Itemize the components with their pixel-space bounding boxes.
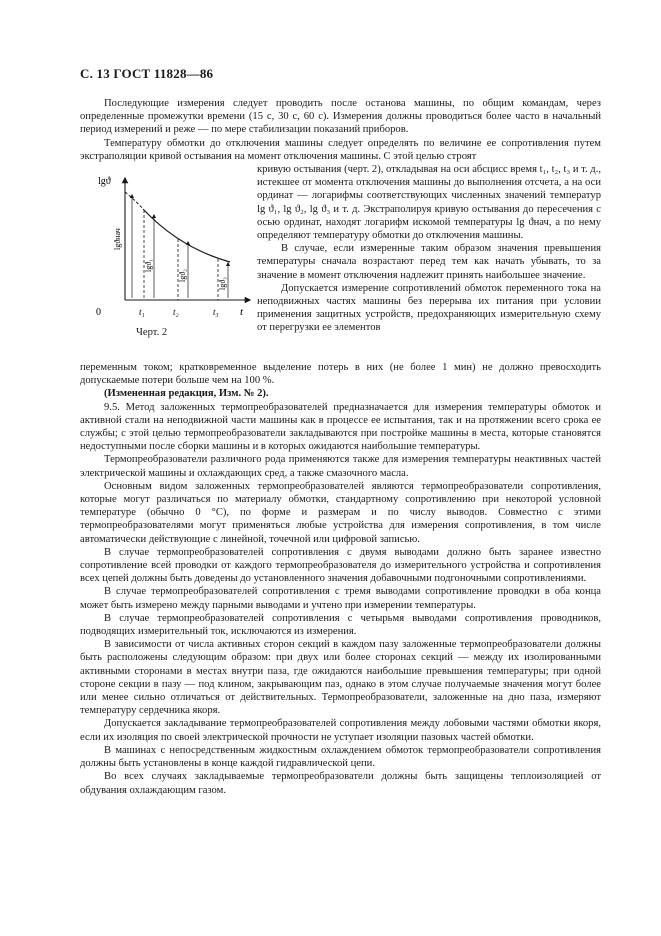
paragraph-text: Допускается измерение сопротивлений обмоток переменного тока на неподвижных частях машины без перерыва их питания при условии применения защитных устройств, предохраняющих измерительную схему от перегрузки ее элементов [257, 282, 601, 334]
paragraph-text: В случае термопреобразователей сопротивления с тремя выводами сопротивление проводки в оба конца может быть измерено между парными выводами и учтено при измерении температуры. [80, 586, 601, 611]
paragraph-text: 9.5. Метод заложенных термопреобразователей предназначается для измерения температуры обмоток и активной стали на неподвижной части машины как в процессе ее испытания, так и на протяжении всего срока ее службы; с этой целью термопреобразователи закладываются при постройке машины в места, которые становятся недоступными после сборки машины и в которых ожидаются наибольшие температуры. [80, 401, 601, 453]
paragraph-text: Допускается закладывание термопреобразователей сопротивления между лобовыми частями обмотки якоря, если их изоляция по своей электрической прочности не уступает изоляции пазовых частей обмотки. [80, 718, 601, 743]
paragraph-text: В случае, если измеренные таким образом значения превышения температуры сначала возрастают перед тем как начать убывать, то за значение в момент отключения надлежит принять наибольшее значение. [257, 243, 601, 281]
x-tick-label: t₂ [173, 307, 179, 317]
paragraph-text: Основным видом заложенных термопреобразователей являются термопреобразователи сопротивления, которые могут различаться по материалу обмотки, стандартному сопротивлению при некоторой условной температуре (обычно 0 °С), по форме и размерам и по числу выводов. Совместно с этими термопреобразователями могут применяться любые устройства для измерения сопротивления, в том числе автоматически действующие с линейной, точечной или цифровой записью. [80, 480, 601, 545]
paragraph-measurements [80, 97, 601, 163]
paragraph-text: Термопреобразователи различного рода применяются также для измерения температуры неактивных частей электрической машины и охлаждающих сред, а также смазочного масла. [80, 454, 601, 479]
cooling-curve [144, 210, 230, 262]
paragraph-text: Во всех случаях закладываемые термопреобразователи должны быть защищены теплоизоляцией от обдувания охлаждающим газом. [80, 771, 601, 796]
paragraph-text: Температуру обмотки до отключения машины следует определять по величине ее сопротивления путем экстраполяции кривой остывания на момент отключения машины. С этой целью строят [80, 137, 601, 162]
paragraph-text: В случае термопреобразователей сопротивления с двумя выводами должно быть заранее известно сопротивление всей проводки от каждого термопреобразователя до измерительного устройства и сопротивления всех цепей должны быть доведены до установленного значения добавочными подгоночными сопротивлениями. [80, 546, 601, 585]
x-axis-label: t [240, 306, 244, 318]
paragraph-text: В случае термопреобразователей сопротивления с четырьмя выводами сопротивления проводников, подводящих измерительный ток, исключаются из измерения. [80, 612, 601, 638]
paragraph-text: Последующие измерения следует проводить после останова машины, по общим командам, через определенные промежутки времени (15 с, 30 с, 60 с). Измерения должны проводиться более часто в начальный период измерений и реже — по мере стабилизации показаний приборов. [80, 98, 601, 136]
side-text [257, 163, 601, 335]
y-axis-label: lgϑ [98, 176, 111, 187]
paragraph-text: кривую остывания (черт. 2), откладывая на оси абсцисс время t₁, t₂, t₃ и т. д., истекшее от момента отключения машины до выполнения отсчета, а на оси ординат — логарифмы соответствующих численных значений температур lg ϑ₁, lg ϑ₂, lg ϑ₃ и т. д. Экстраполируя кривую остывания до пересечения с осью ординат, находят логарифм искомой температуры lg ϑнач, а по нему определяют температуру обмотки до отключения машины. [257, 164, 601, 242]
y-value-label: lgϑ₂ [178, 269, 187, 282]
origin-label: 0 [96, 307, 101, 318]
x-tick-label: t₃ [213, 307, 219, 317]
y-value-label: lgϑ₃ [218, 277, 227, 290]
figure-caption: Черт. 2 [136, 327, 168, 338]
paragraph-text: В машинах с непосредственным жидкостным охлаждением обмоток термопреобразователи сопротивления должны быть установлены в конце каждой гидравлической цепи. [80, 744, 601, 770]
x-tick-label: t₁ [139, 307, 145, 317]
paragraph-text: переменным током; кратковременное выделение потерь в них (не более 1 мин) не должно превосходить допускаемые потери больше чем на 100 %. [80, 362, 601, 387]
paragraph-text: В зависимости от числа активных сторон секций в каждом пазу заложенные термопреобразователи должны быть расположены следующим образом: при двух или более сторонах секций — между их изолированными активными сторонами в местах внутри паза, где ожидаются наибольшие превышения температуры; при одной стороне секции в пазу — под клином, закрывающим паз, однако в этом случае получаемые значения могут более или менее сильно отличаться от действительных. Термопреобразователи, заложенные на дно паза, измеряют температуру сердечника якоря. [80, 639, 601, 717]
cooling-curve-svg [80, 172, 254, 322]
y-value-label: lgϑ₁ [144, 259, 153, 272]
page-header: С. 13 ГОСТ 11828—86 [80, 66, 214, 81]
amendment-note: (Измененная редакция, Изм. № 2). [104, 388, 269, 400]
start-value-label: lgϑнач [113, 228, 122, 250]
extrapolation-line [125, 192, 144, 210]
main-text [80, 361, 601, 797]
cooling-curve-figure [80, 172, 254, 342]
